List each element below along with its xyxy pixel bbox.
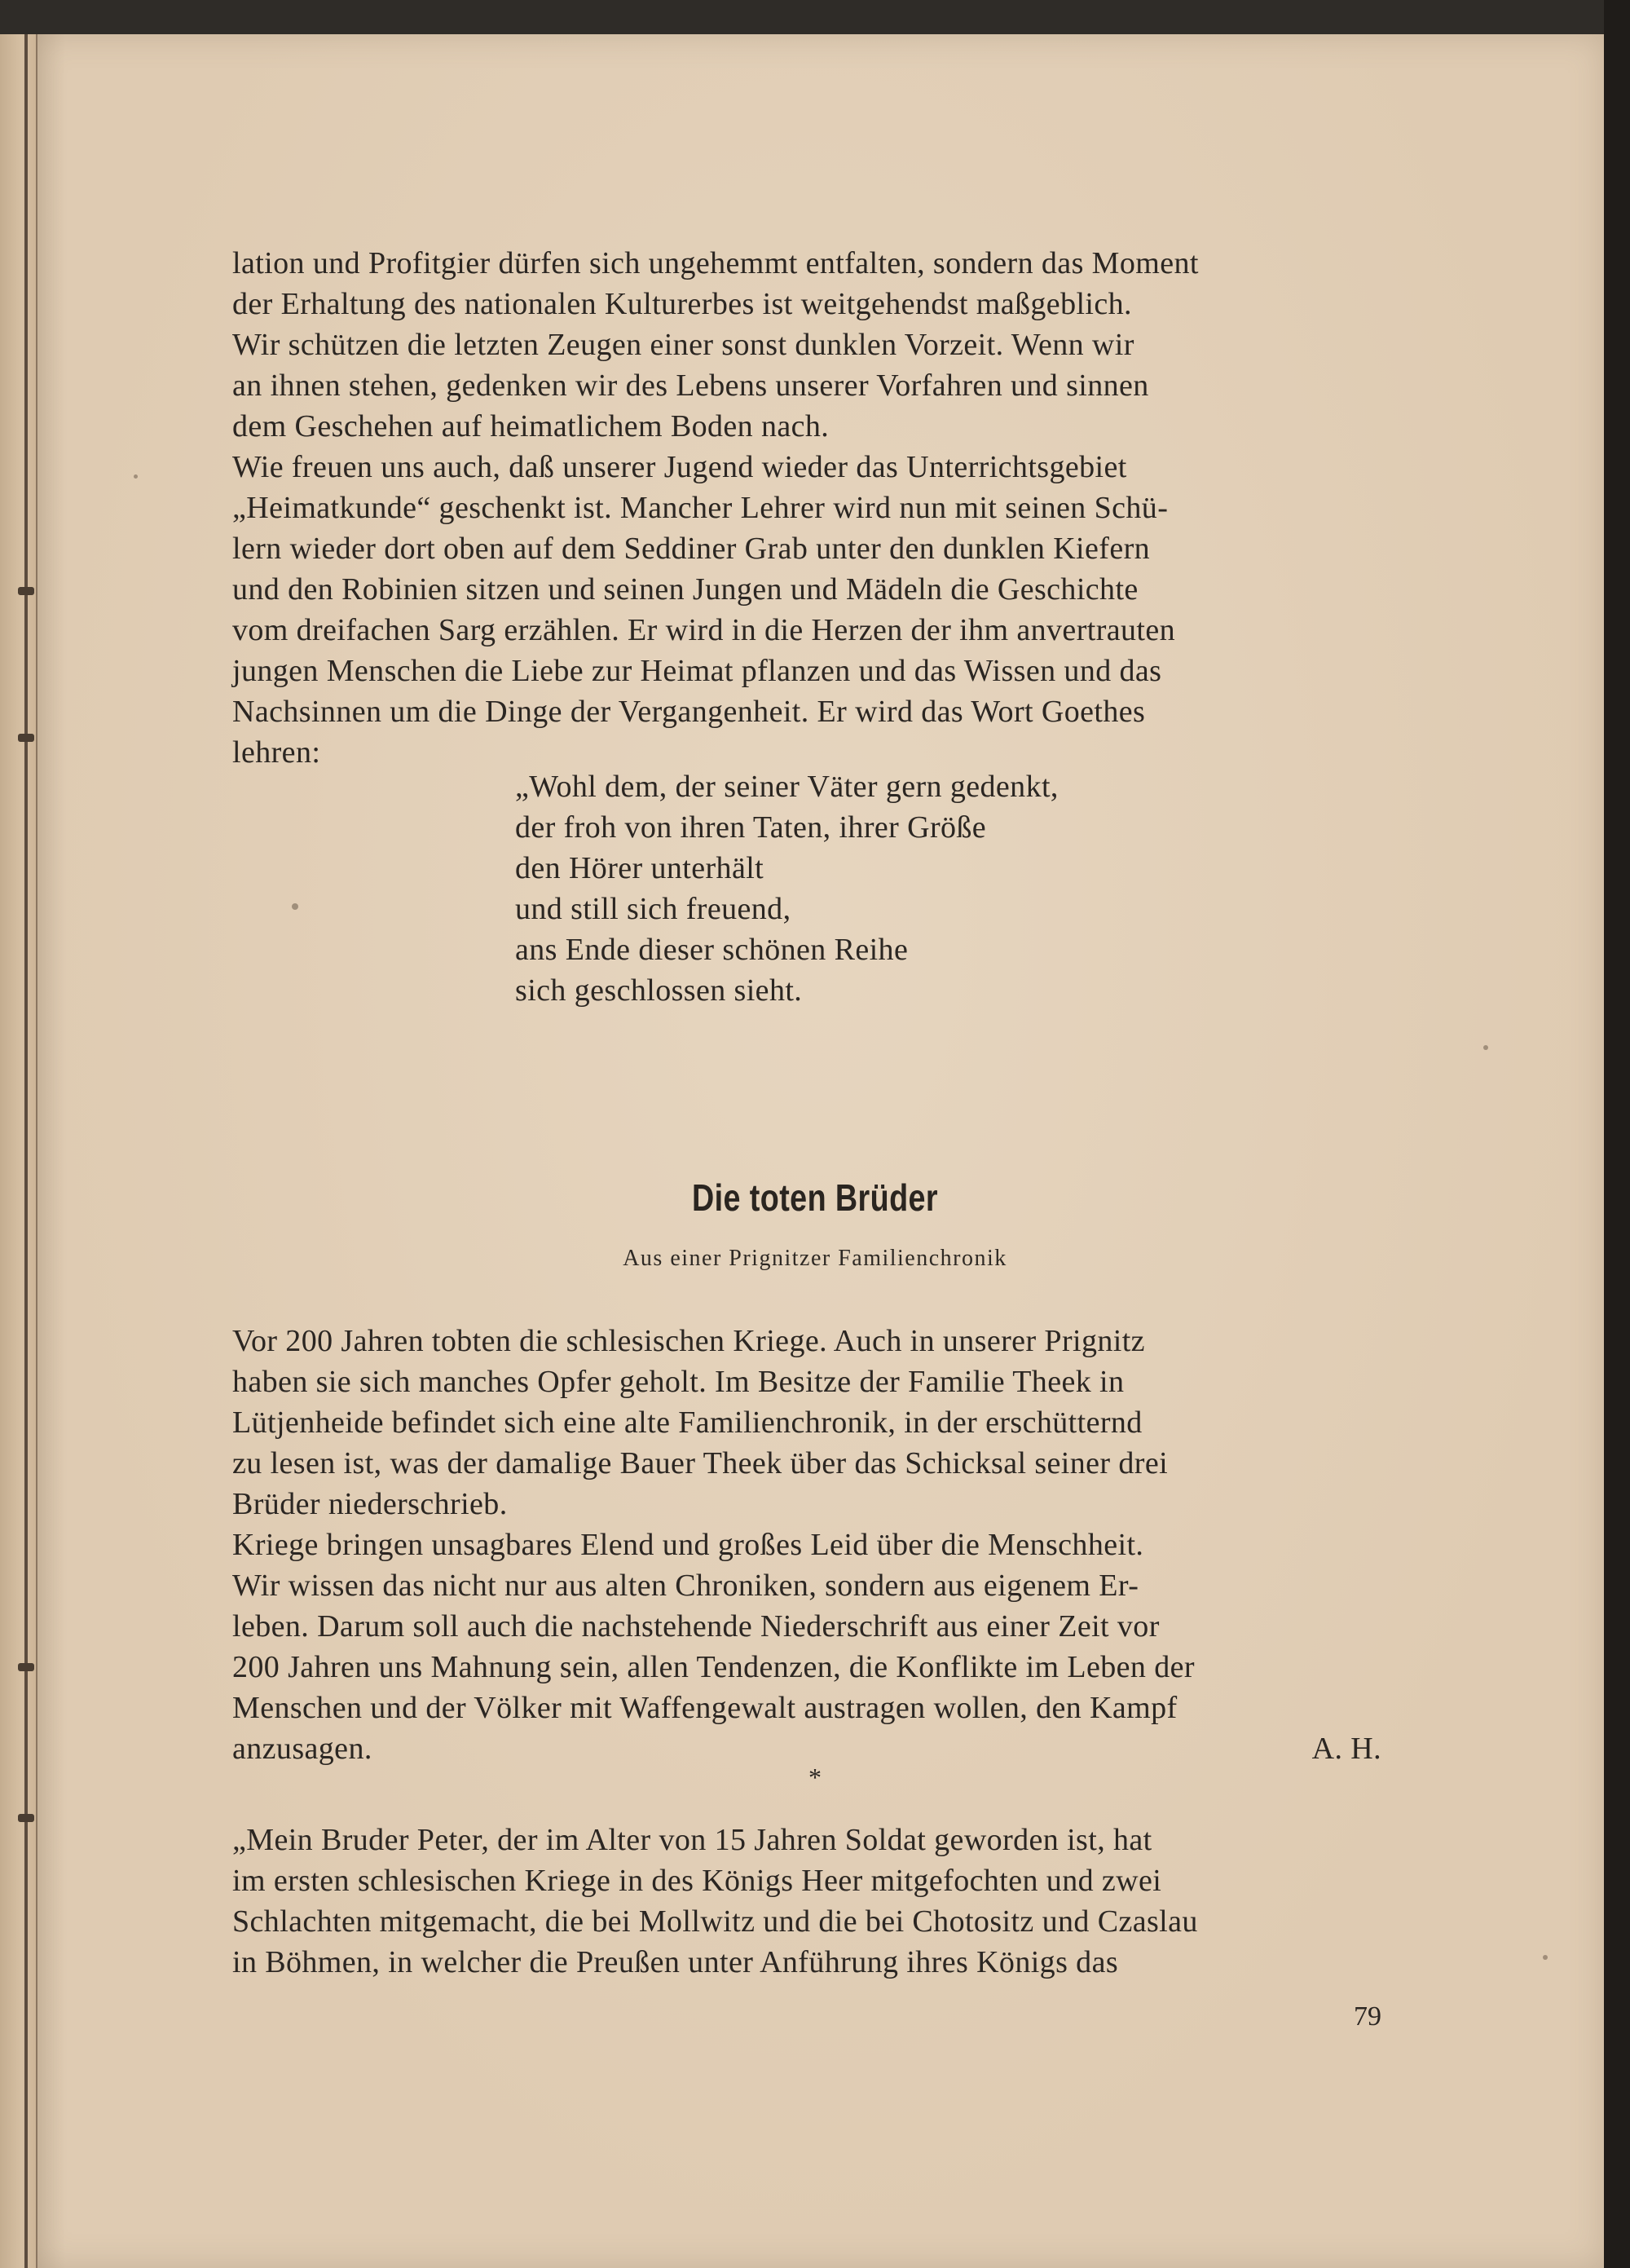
binding-stitch	[18, 1814, 34, 1822]
binding-stitch	[18, 587, 34, 595]
text-line: lehren:	[232, 735, 321, 770]
goethe-quote	[515, 766, 1059, 1011]
text-line: anzusagen.	[232, 1732, 372, 1766]
poem-line: sich geschlossen sieht.	[515, 973, 803, 1008]
poem-line: und still sich freuend,	[515, 892, 791, 926]
paper-speck	[292, 903, 298, 910]
text-line: 200 Jahren uns Mahnung sein, allen Tendenzen, die Konflikte im Leben der	[232, 1650, 1195, 1684]
text-line: „Heimatkunde“ geschenkt ist. Mancher Lehrer wird nun mit seinen Schü-	[232, 491, 1169, 525]
text-line: Wir schützen die letzten Zeugen einer sonst dunklen Vorzeit. Wenn wir	[232, 328, 1134, 362]
paper-speck	[134, 474, 138, 479]
paper-speck	[1543, 1955, 1548, 1960]
section-title: Die toten Brüder	[691, 1176, 939, 1219]
intro-paragraph-1	[232, 243, 1381, 447]
text-line: dem Geschehen auf heimatlichem Boden nach.	[232, 409, 830, 443]
text-line: Wie freuen uns auch, daß unserer Jugend wieder das Unterrichtsgebiet	[232, 450, 1127, 484]
body-paragraph-3	[232, 1820, 1381, 1983]
binding-thread	[24, 34, 28, 2268]
poem-line: ans Ende dieser schönen Reihe	[515, 933, 909, 967]
text-line: Schlachten mitgemacht, die bei Mollwitz und die bei Chotositz und Czaslau	[232, 1904, 1198, 1939]
text-line: jungen Menschen die Liebe zur Heimat pflanzen und das Wissen und das	[232, 654, 1162, 688]
text-line: zu lesen ist, was der damalige Bauer Theek über das Schicksal seiner drei	[232, 1446, 1169, 1480]
book-binding-edge	[0, 34, 37, 2268]
text-line: „Mein Bruder Peter, der im Alter von 15 Jahren Soldat geworden ist, hat	[232, 1823, 1152, 1857]
binding-stitch	[18, 734, 34, 742]
text-line: in Böhmen, in welcher die Preußen unter Anführung ihres Königs das	[232, 1945, 1119, 1979]
text-line: Vor 200 Jahren tobten die schlesischen Kriege. Auch in unserer Prignitz	[232, 1324, 1145, 1358]
text-line: Kriege bringen unsagbares Elend und großes Leid über die Menschheit.	[232, 1528, 1144, 1562]
poem-line: den Hörer unterhält	[515, 851, 764, 885]
paper-speck	[1483, 1045, 1488, 1050]
text-line: Menschen und der Völker mit Waffengewalt austragen wollen, den Kampf	[232, 1691, 1178, 1725]
page-number: 79	[1354, 2001, 1381, 2032]
section-separator: *	[808, 1763, 822, 1792]
poem-line: „Wohl dem, der seiner Väter gern gedenkt,	[515, 770, 1059, 804]
text-line: vom dreifachen Sarg erzählen. Er wird in die Herzen der ihm anvertrauten	[232, 613, 1176, 647]
poem-line: der froh von ihren Taten, ihrer Größe	[515, 810, 987, 845]
intro-paragraph-2	[232, 447, 1381, 773]
text-line: Nachsinnen um die Dinge der Vergangenheit. Er wird das Wort Goethes	[232, 695, 1146, 729]
text-line: und den Robinien sitzen und seinen Jungen und Mädeln die Geschichte	[232, 572, 1139, 607]
scan-right-edge	[1604, 0, 1630, 2268]
text-line: Lütjenheide befindet sich eine alte Familienchronik, in der erschütternd	[232, 1405, 1143, 1440]
author-initials: A. H.	[1311, 1732, 1381, 1766]
text-line: lation und Profitgier dürfen sich ungehemmt entfalten, sondern das Moment	[232, 246, 1199, 280]
binding-stitch	[18, 1663, 34, 1671]
text-line: leben. Darum soll auch die nachstehende Niederschrift aus einer Zeit vor	[232, 1609, 1160, 1644]
text-line: im ersten schlesischen Kriege in des Königs Heer mitgefochten und zwei	[232, 1864, 1162, 1898]
text-line: der Erhaltung des nationalen Kulturerbes ist weitgehendst maßgeblich.	[232, 287, 1132, 321]
body-paragraph-2	[232, 1525, 1381, 1769]
text-line: an ihnen stehen, gedenken wir des Lebens unserer Vorfahren und sinnen	[232, 368, 1149, 403]
text-line: Brüder niederschrieb.	[232, 1487, 508, 1521]
text-line: lern wieder dort oben auf dem Seddiner Grab unter den dunklen Kiefern	[232, 532, 1151, 566]
text-line: Wir wissen das nicht nur aus alten Chroniken, sondern aus eigenem Er-	[232, 1569, 1139, 1603]
body-paragraph-1	[232, 1321, 1381, 1525]
section-subtitle: Aus einer Prignitzer Familienchronik	[623, 1246, 1007, 1271]
text-line: haben sie sich manches Opfer geholt. Im Besitze der Familie Theek in	[232, 1365, 1125, 1399]
